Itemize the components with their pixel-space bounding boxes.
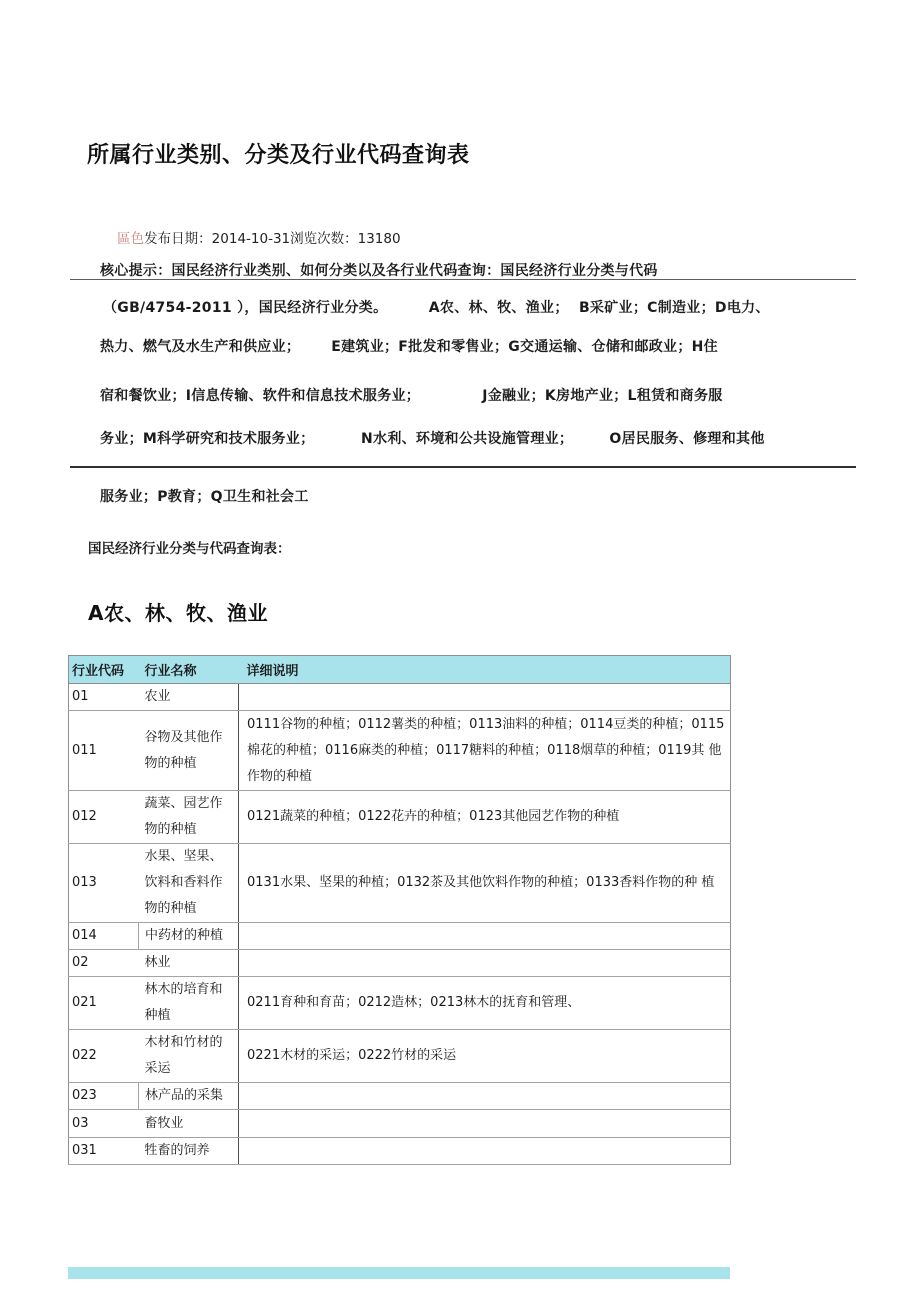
industry-detail-cell: 0211育种和育苗；0212造林；0213林木的抚育和管理、 — [239, 977, 731, 1030]
page-title: 所属行业类别、分类及行业代码查询表 — [87, 143, 470, 168]
header-industry-code: 行业代码 — [69, 656, 139, 684]
industry-detail-cell — [239, 923, 731, 950]
summary-line-6: 服务业；P教育；Q卫生和社会工 — [100, 489, 309, 505]
industry-code-cell: 013 — [69, 844, 139, 923]
summary-line-3: 热力、燃气及水生产和供应业； E建筑业；F批发和零售业；G交通运输、仓储和邮政业；H住 — [100, 339, 718, 355]
industry-code-cell: 011 — [69, 711, 139, 791]
table-row — [69, 791, 731, 844]
industry-name-cell: 林木的培育和种植 — [139, 977, 239, 1030]
industry-detail-cell: 0131水果、坚果的种植；0132茶及其他饮料作物的种植；0133香料作物的种 植 — [239, 844, 731, 923]
industry-detail-cell — [239, 684, 731, 711]
table-row — [69, 1030, 731, 1083]
header-industry-name: 行业名称 — [139, 656, 239, 684]
industry-detail-cell — [239, 1110, 731, 1138]
summary-line-1: 核心提示：国民经济行业类别、如何分类以及各行业代码查询：国民经济行业分类与代码 — [100, 263, 658, 279]
summary-line-5: 务业；M科学研究和技术服务业； N水利、环境和公共设施管理业； O居民服务、修理和其他 — [100, 431, 765, 447]
industry-detail-cell: 0221木材的采运；0222竹材的采运 — [239, 1030, 731, 1083]
industry-code-cell: 021 — [69, 977, 139, 1030]
table-row — [69, 1138, 731, 1165]
next-table-header-strip — [68, 1267, 730, 1279]
industry-name-cell: 中药材的种植 — [139, 923, 239, 950]
summary-line-2: （GB/4754-2011 ），国民经济行业分类。 A农、林、牧、渔业； B采矿业；C制造业；D电力、 — [103, 300, 770, 316]
industry-name-cell: 谷物及其他作物的种植 — [139, 711, 239, 791]
table-row — [69, 1083, 731, 1110]
table-row — [69, 1110, 731, 1138]
industry-name-cell: 蔬菜、园艺作物的种植 — [139, 791, 239, 844]
table-row — [69, 923, 731, 950]
table-row — [69, 711, 731, 791]
industry-name-cell: 牲畜的饲养 — [139, 1138, 239, 1165]
industry-name-cell: 畜牧业 — [139, 1110, 239, 1138]
industry-code-table — [68, 655, 731, 1165]
industry-code-cell: 02 — [69, 950, 139, 977]
industry-detail-cell: 0121蔬菜的种植；0122花卉的种植；0123其他园艺作物的种植 — [239, 791, 731, 844]
industry-code-cell: 023 — [69, 1083, 139, 1110]
table-row — [69, 977, 731, 1030]
industry-detail-cell — [239, 950, 731, 977]
header-industry-detail: 详细说明 — [239, 656, 731, 684]
summary-line-4: 宿和餐饮业；I信息传输、软件和信息技术服务业； J金融业；K房地产业；L租赁和商务服 — [100, 388, 723, 404]
divider-line-thin — [70, 279, 856, 280]
industry-code-cell: 031 — [69, 1138, 139, 1165]
table-row — [69, 844, 731, 923]
industry-code-cell: 01 — [69, 684, 139, 711]
divider-line-thick — [70, 466, 856, 468]
industry-code-cell: 022 — [69, 1030, 139, 1083]
industry-name-cell: 农业 — [139, 684, 239, 711]
industry-name-cell: 林业 — [139, 950, 239, 977]
industry-name-cell: 林产品的采集 — [139, 1083, 239, 1110]
table-row — [69, 950, 731, 977]
industry-detail-cell — [239, 1083, 731, 1110]
industry-detail-cell — [239, 1138, 731, 1165]
meta-info: 发布日期：2014-10-31浏览次数：13180 — [144, 231, 401, 247]
meta-line — [100, 211, 401, 263]
industry-detail-cell: 0111谷物的种植；0112薯类的种植；0113油料的种植；0114豆类的种植；0115 棉花的种植；0116麻类的种植；0117糖料的种植；0118烟草的种植；0119其 他作物的种植 — [239, 711, 731, 791]
industry-code-cell: 014 — [69, 923, 139, 950]
industry-name-cell: 木材和竹材的采运 — [139, 1030, 239, 1083]
section-heading: A农、林、牧、渔业 — [88, 601, 268, 625]
meta-category-link[interactable]: 區色 — [117, 231, 145, 247]
industry-code-cell: 012 — [69, 791, 139, 844]
industry-name-cell: 水果、坚果、饮料和香料作物的种植 — [139, 844, 239, 923]
table-header-row — [69, 656, 731, 684]
table-intro: 国民经济行业分类与代码查询表： — [88, 541, 291, 557]
table-row — [69, 684, 731, 711]
industry-code-cell: 03 — [69, 1110, 139, 1138]
